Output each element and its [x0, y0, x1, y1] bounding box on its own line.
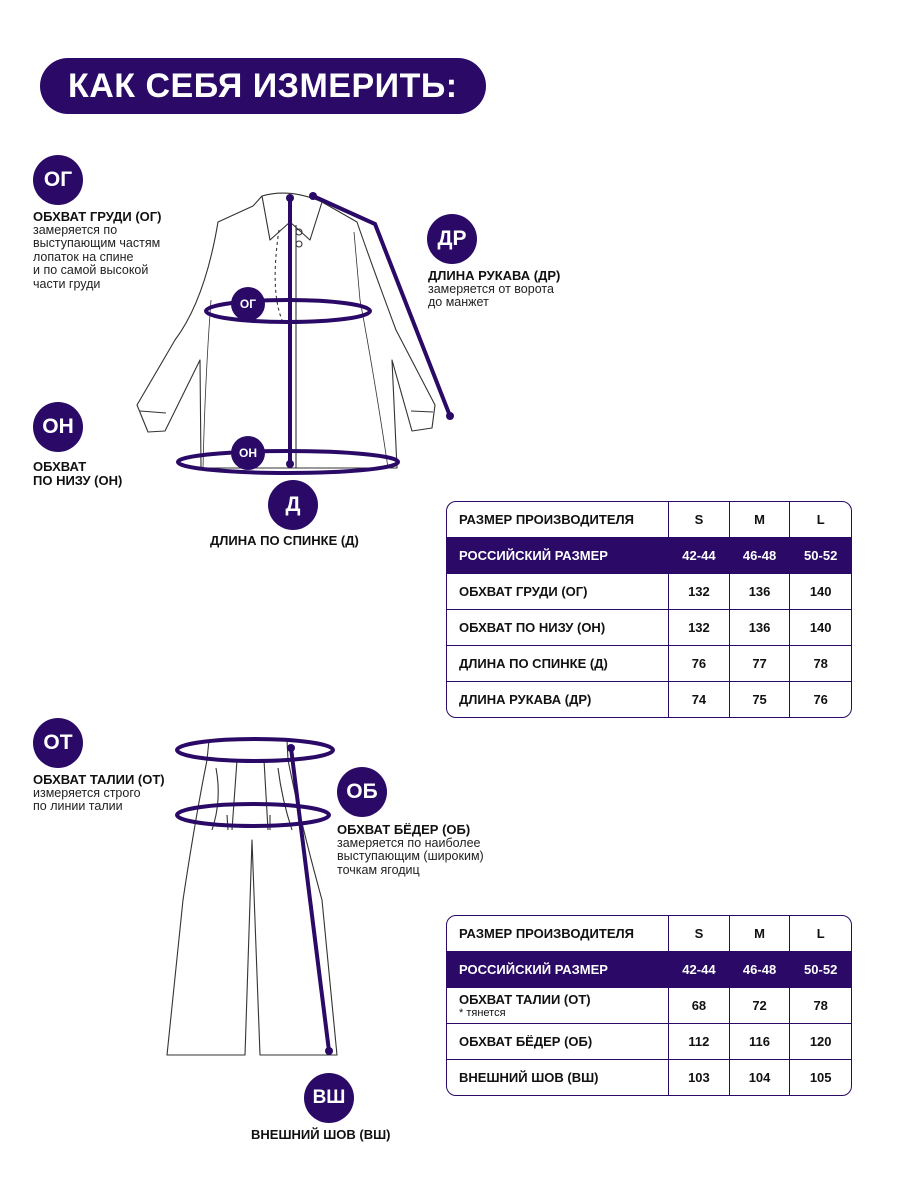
table-row — [447, 1059, 851, 1095]
ot-label — [33, 773, 203, 814]
table-cell: 112 — [668, 1023, 729, 1059]
table-cell: РАЗМЕР ПРОИЗВОДИТЕЛЯ — [459, 926, 634, 941]
table-cell: 42-44 — [668, 951, 729, 987]
table-row — [447, 609, 851, 645]
table-row — [447, 987, 851, 1023]
ot-desc-1: измеряется строго — [33, 785, 141, 800]
on-title-1: ОБХВАТ — [33, 459, 87, 474]
table-cell: M — [729, 916, 790, 951]
table-cell: ОБХВАТ ПО НИЗУ (ОН) — [447, 609, 668, 645]
row-note: * тянется — [459, 1007, 506, 1019]
og-title: ОБХВАТ ГРУДИ (ОГ) — [33, 209, 162, 224]
og-desc-5: части груди — [33, 276, 101, 291]
table-cell: ДЛИНА РУКАВА (ДР) — [447, 681, 668, 717]
table-cell: 75 — [729, 681, 790, 717]
table-header-row — [447, 502, 851, 537]
dr-desc-2: до манжет — [428, 295, 489, 309]
table-cell — [447, 987, 668, 1023]
og-badge: ОГ — [33, 155, 83, 205]
table-cell: 46-48 — [729, 537, 790, 573]
table-cell: 136 — [729, 609, 790, 645]
table-cell: 116 — [729, 1023, 790, 1059]
table-highlight-row — [447, 537, 851, 573]
table-cell: 140 — [789, 609, 851, 645]
table-cell: РОССИЙСКИЙ РАЗМЕР — [447, 951, 668, 987]
table-cell: 77 — [729, 645, 790, 681]
table-cell: ОБХВАТ БЁДЕР (ОБ) — [447, 1023, 668, 1059]
table-cell: 132 — [668, 609, 729, 645]
table-cell: 140 — [789, 573, 851, 609]
table-header-row — [447, 916, 851, 951]
table-cell: 132 — [668, 573, 729, 609]
dr-title: ДЛИНА РУКАВА (ДР) — [428, 268, 561, 283]
d-label: ДЛИНА ПО СПИНКЕ (Д) — [210, 533, 359, 548]
ot-desc-2: по линии талии — [33, 799, 123, 813]
table-cell: 136 — [729, 573, 790, 609]
table-cell: 50-52 — [789, 951, 851, 987]
og-desc-1: замеряется по — [33, 222, 118, 237]
table-cell: 68 — [668, 987, 729, 1023]
ot-badge: ОТ — [33, 718, 83, 768]
table-cell: ОБХВАТ ГРУДИ (ОГ) — [447, 573, 668, 609]
row-label: ОБХВАТ ТАЛИИ (ОТ) — [459, 992, 591, 1007]
og-desc-3: лопаток на спине — [33, 249, 134, 264]
pants-size-table — [446, 915, 852, 1096]
table-cell: M — [729, 502, 790, 537]
table-cell: РОССИЙСКИЙ РАЗМЕР — [447, 537, 668, 573]
table-cell: 120 — [789, 1023, 851, 1059]
table-cell: L — [789, 916, 851, 951]
table-cell: 105 — [789, 1059, 851, 1095]
ob-desc-2: выступающим (широким) — [337, 849, 484, 863]
ob-desc-3: точкам ягодиц — [337, 862, 420, 877]
table-cell: 76 — [668, 645, 729, 681]
page-title: КАК СЕБЯ ИЗМЕРИТЬ: — [40, 58, 486, 114]
og-label — [33, 210, 203, 291]
table-cell: 103 — [668, 1059, 729, 1095]
table-row — [447, 1023, 851, 1059]
ob-badge: ОБ — [337, 767, 387, 817]
table-cell: 46-48 — [729, 951, 790, 987]
on-overlay-badge: ОН — [231, 436, 265, 470]
table-cell: РАЗМЕР ПРОИЗВОДИТЕЛЯ — [459, 512, 634, 527]
on-label — [33, 460, 183, 487]
dr-desc-1: замеряется от ворота — [428, 281, 554, 296]
table-cell: 76 — [789, 681, 851, 717]
table-highlight-row — [447, 951, 851, 987]
ob-label — [337, 823, 537, 877]
og-overlay-badge: ОГ — [231, 287, 265, 321]
table-cell: ДЛИНА ПО СПИНКЕ (Д) — [447, 645, 668, 681]
og-desc-2: выступающим частям — [33, 236, 161, 250]
table-row — [447, 573, 851, 609]
d-badge: Д — [268, 480, 318, 530]
ot-title: ОБХВАТ ТАЛИИ (ОТ) — [33, 772, 165, 787]
on-badge: ОН — [33, 402, 83, 452]
on-title-2: ПО НИЗУ (ОН) — [33, 472, 123, 488]
table-cell: 78 — [789, 645, 851, 681]
vsh-label: ВНЕШНИЙ ШОВ (ВШ) — [251, 1127, 391, 1142]
table-cell: 78 — [789, 987, 851, 1023]
ob-title: ОБХВАТ БЁДЕР (ОБ) — [337, 822, 471, 837]
table-cell: 104 — [729, 1059, 790, 1095]
ob-desc-1: замеряется по наиболее — [337, 835, 481, 850]
table-cell: S — [668, 916, 729, 951]
shirt-size-table — [446, 501, 852, 718]
table-cell: 50-52 — [789, 537, 851, 573]
vsh-badge: ВШ — [304, 1073, 354, 1123]
table-cell: L — [789, 502, 851, 537]
og-desc-4: и по самой высокой — [33, 263, 149, 277]
dr-badge: ДР — [427, 214, 477, 264]
table-row — [447, 681, 851, 717]
table-cell: 72 — [729, 987, 790, 1023]
table-row — [447, 645, 851, 681]
table-cell: 42-44 — [668, 537, 729, 573]
table-cell: ВНЕШНИЙ ШОВ (ВШ) — [447, 1059, 668, 1095]
dr-label — [428, 269, 608, 310]
table-cell: S — [668, 502, 729, 537]
table-cell: 74 — [668, 681, 729, 717]
